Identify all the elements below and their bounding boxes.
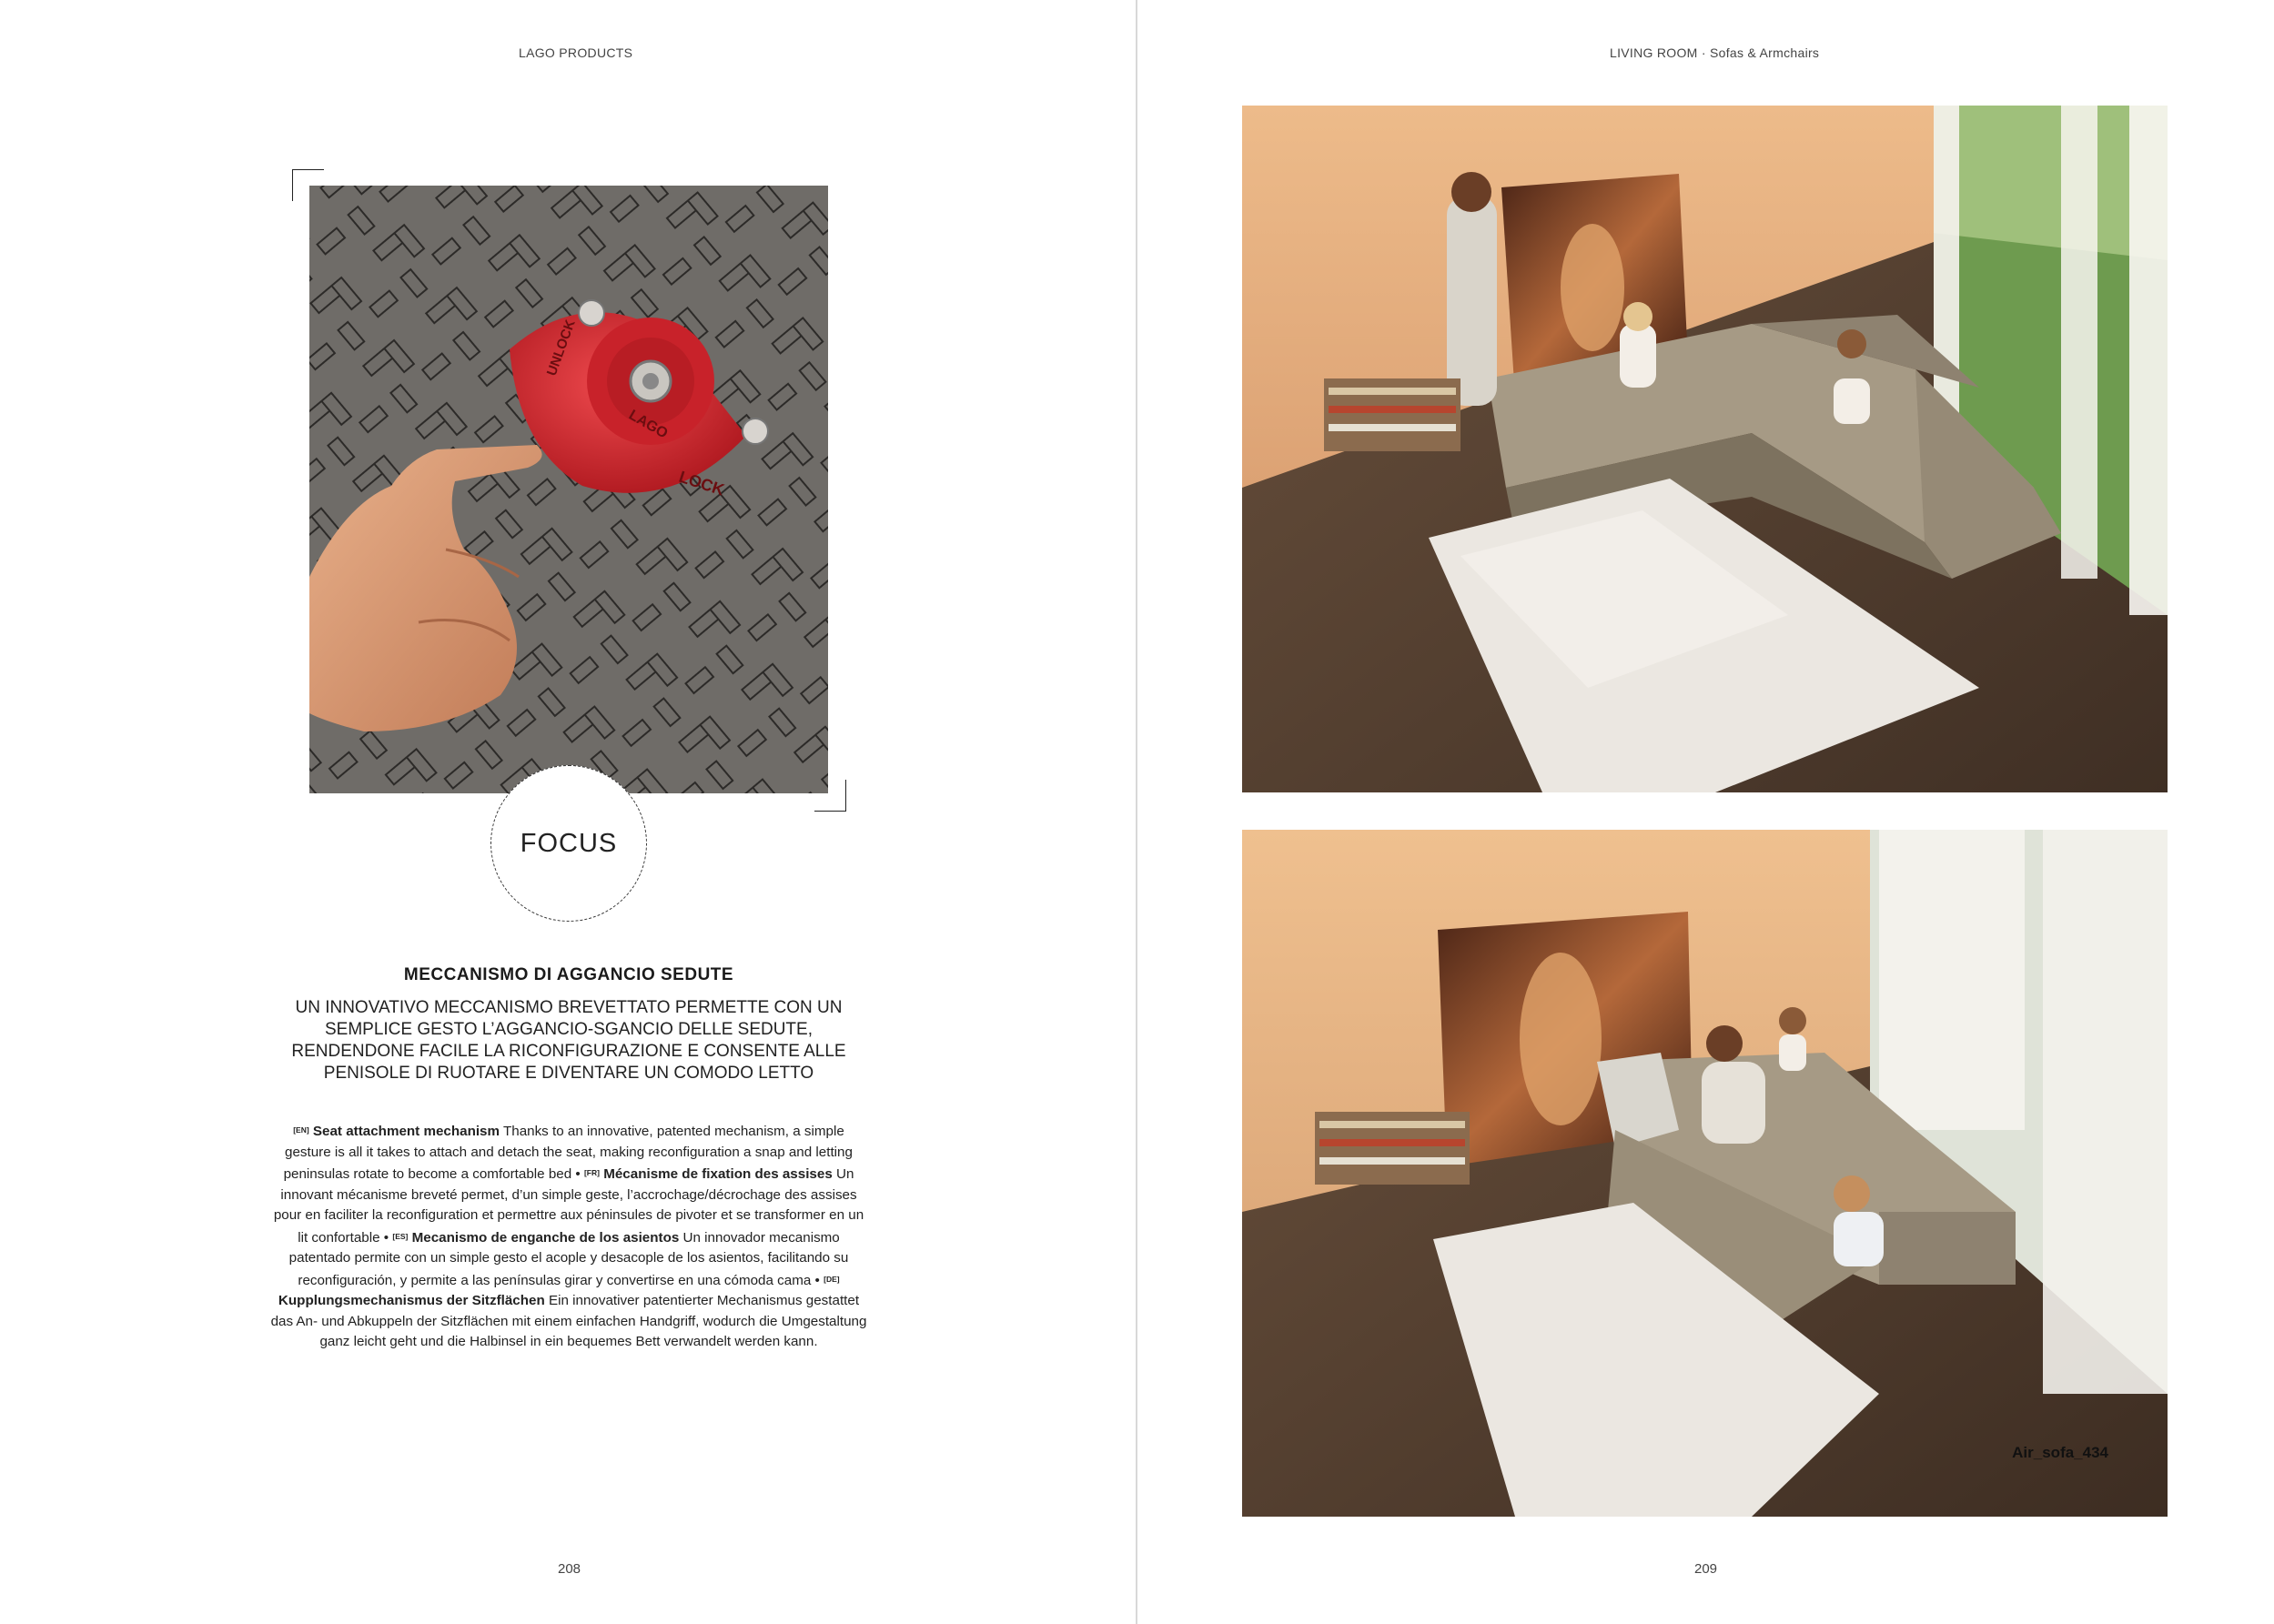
text-fr: Un innovant mécanisme breveté permet, d’un simple geste, l’accrochage/décrochage des assises pour en faciliter la reconfiguration et permettre aux péninsules de pivoter et se transformer en un lit confortable xyxy=(273,1166,864,1246)
running-head-right: LIVING ROOM · Sofas & Armchairs xyxy=(1610,45,1820,60)
focus-label: FOCUS xyxy=(520,828,618,858)
text-de: Ein innovativer patentierter Mechanismus gestattet das An- und Abkuppeln der Sitzflächen mit einem einfachen Handgriff, wodurch die Umgestaltung ganz leicht geht und die Halbinsel in ein bequemes Bett verwandelt werden kann. xyxy=(270,1293,867,1349)
unlock-label: UNLOCK xyxy=(543,318,579,378)
subhead-line: UN INNOVATIVO MECCANISMO BREVETTATO PERMETTE CON UN xyxy=(295,998,843,1017)
title-en: Seat attachment mechanism xyxy=(312,1124,500,1139)
room-photo-bottom xyxy=(1242,830,2168,1517)
room-photo-top xyxy=(1242,106,2168,792)
title-de: Kupplungsmechanismus der Sitzflächen xyxy=(278,1293,545,1308)
text-es: Un innovador mecanismo patentado permite con un simple gesto el acople y desacople de los asientos, facilitando su reconfiguración, y permite a las penínsulas girar y convertirse en una cómoda cama xyxy=(288,1229,849,1288)
crop-mark-bottom-right xyxy=(814,780,846,812)
subhead-line: SEMPLICE GESTO L’AGGANCIO-SGANCIO DELLE SEDUTE, xyxy=(324,1020,813,1039)
lang-tag-de: [DE] xyxy=(824,1274,840,1284)
subhead-line: PENISOLE DI RUOTARE E DIVENTARE UN COMODO LETTO xyxy=(323,1064,814,1083)
lang-tag-fr: [FR] xyxy=(583,1168,600,1177)
focus-photo-mechanism xyxy=(309,186,828,793)
subhead-line: RENDENDONE FACILE LA RICONFIGURAZIONE E CONSENTE ALLE xyxy=(291,1042,846,1061)
translations-body xyxy=(268,1120,869,1353)
separator: • xyxy=(575,1166,581,1182)
separator: • xyxy=(814,1272,820,1288)
lang-tag-es: [ES] xyxy=(392,1231,409,1241)
lock-label: LOCK xyxy=(676,467,727,499)
page-number-right: 209 xyxy=(1694,1561,1718,1577)
title-fr: Mécanisme de fixation des assises xyxy=(603,1166,833,1182)
section-heading: MECCANISMO DI AGGANCIO SEDUTE xyxy=(403,965,734,984)
section-subhead xyxy=(268,997,869,1084)
brand-label: LAGO xyxy=(626,407,671,442)
title-es: Mecanismo de enganche de los asientos xyxy=(411,1229,680,1246)
text-en: Thanks to an innovative, patented mechanism, a simple gesture is all it takes to attach and detach the seat, making reconfiguration a snap and letting peninsulas rotate to become a comfortable bed xyxy=(283,1124,853,1182)
page-number-left: 208 xyxy=(558,1561,581,1577)
focus-badge xyxy=(490,765,647,922)
separator: • xyxy=(383,1229,389,1246)
photo-caption: Air_sofa_434 xyxy=(2012,1444,2108,1461)
lang-tag-en: [EN] xyxy=(293,1125,309,1135)
running-head-left: LAGO PRODUCTS xyxy=(519,45,633,60)
